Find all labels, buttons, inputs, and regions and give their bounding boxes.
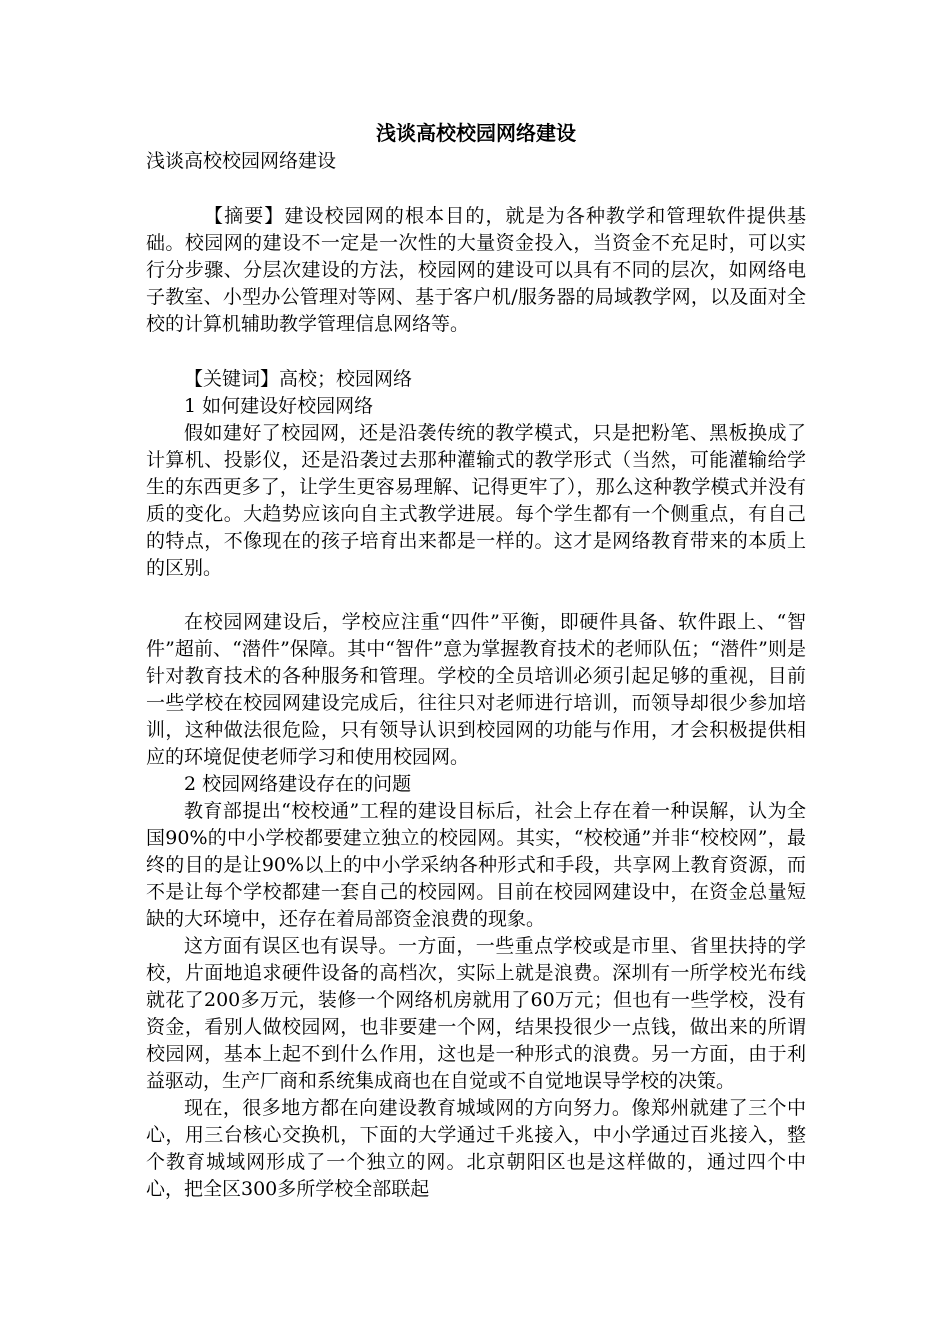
spacer: [146, 338, 806, 366]
abstract-paragraph: 【摘要】建设校园网的根本目的，就是为各种教学和管理软件提供基础。校园网的建设不一定是一次性的大量资金投入，当资金不充足时，可以实行分步骤、分层次建设的方法，校园网的建设可以具有不同的层次，如网络电子教室、小型办公管理对等网、基于客户机/服务器的局域教学网，以及面对全校的计算机辅助教学管理信息网络等。: [146, 205, 806, 335]
body-paragraph: 教育部提出“校校通”工程的建设目标后，社会上存在着一种误解，认为全国90%的中小学校都要建立独立的校园网。其实，“校校通”并非“校校网”，最终的目的是让90%以上的中小学采纳各种形式和手段，共享网上教育资源，而不是让每个学校都建一套自己的校园网。目前在校园网建设中，在资金总量短缺的大环境中，还存在着局部资金浪费的现象。: [146, 800, 806, 930]
document-title: 浅谈高校校园网络建设: [376, 121, 576, 145]
section-heading-1: 1 如何建设好校园网络: [184, 395, 374, 417]
document-page: [146, 118, 806, 1203]
spacer: [146, 582, 806, 609]
body-paragraph: 在校园网建设后，学校应注重“四件”平衡，即硬件具备、软件跟上、“智件”超前、“潜件”保障。其中“智件”意为掌握教育技术的老师队伍；“潜件”则是针对教育技术的各种服务和管理。学校的全员培训必须引起足够的重视，目前一些学校在校园网建设完成后，往往只对老师进行培训，而领导却很少参加培训，这种做法很危险，只有领导认识到校园网的功能与作用，才会积极提供相应的环境促使老师学习和使用校园网。: [146, 611, 806, 768]
body-paragraph: 现在，很多地方都在向建设教育城域网的方向努力。像郑州就建了三个中心，用三台核心交换机，下面的大学通过千兆接入，中小学通过百兆接入，整个教育城域网形成了一个独立的网。北京朝阳区也是这样做的，通过四个中心，把全区300多所学校全部联起: [146, 1097, 806, 1200]
section-heading-2: 2 校园网络建设存在的问题: [184, 773, 412, 795]
spacer: [146, 175, 806, 203]
keywords-line: 【关键词】高校；校园网络: [184, 368, 413, 390]
document-subtitle: 浅谈高校校园网络建设: [146, 150, 337, 172]
body-paragraph: 假如建好了校园网，还是沿袭传统的教学模式，只是把粉笔、黑板换成了计算机、投影仪，还是沿袭过去那种灌输式的教学形式（当然，可能灌输给学生的东西更多了，让学生更容易理解、记得更牢了），那么这种教学模式并没有质的变化。大趋势应该向自主式教学进展。每个学生都有一个侧重点，有自己的特点，不像现在的孩子培育出来都是一样的。这才是网络教育带来的本质上的区别。: [146, 422, 806, 579]
body-paragraph: 这方面有误区也有误导。一方面，一些重点学校或是市里、省里扶持的学校，片面地追求硬件设备的高档次，实际上就是浪费。深圳有一所学校光布线就花了200多万元，装修一个网络机房就用了60万元；但也有一些学校，没有资金，看别人做校园网，也非要建一个网，结果投很少一点钱，做出来的所谓校园网，基本上起不到什么作用，这也是一种形式的浪费。另一方面，由于利益驱动，生产厂商和系统集成商也在自觉或不自觉地误导学校的决策。: [146, 935, 806, 1092]
